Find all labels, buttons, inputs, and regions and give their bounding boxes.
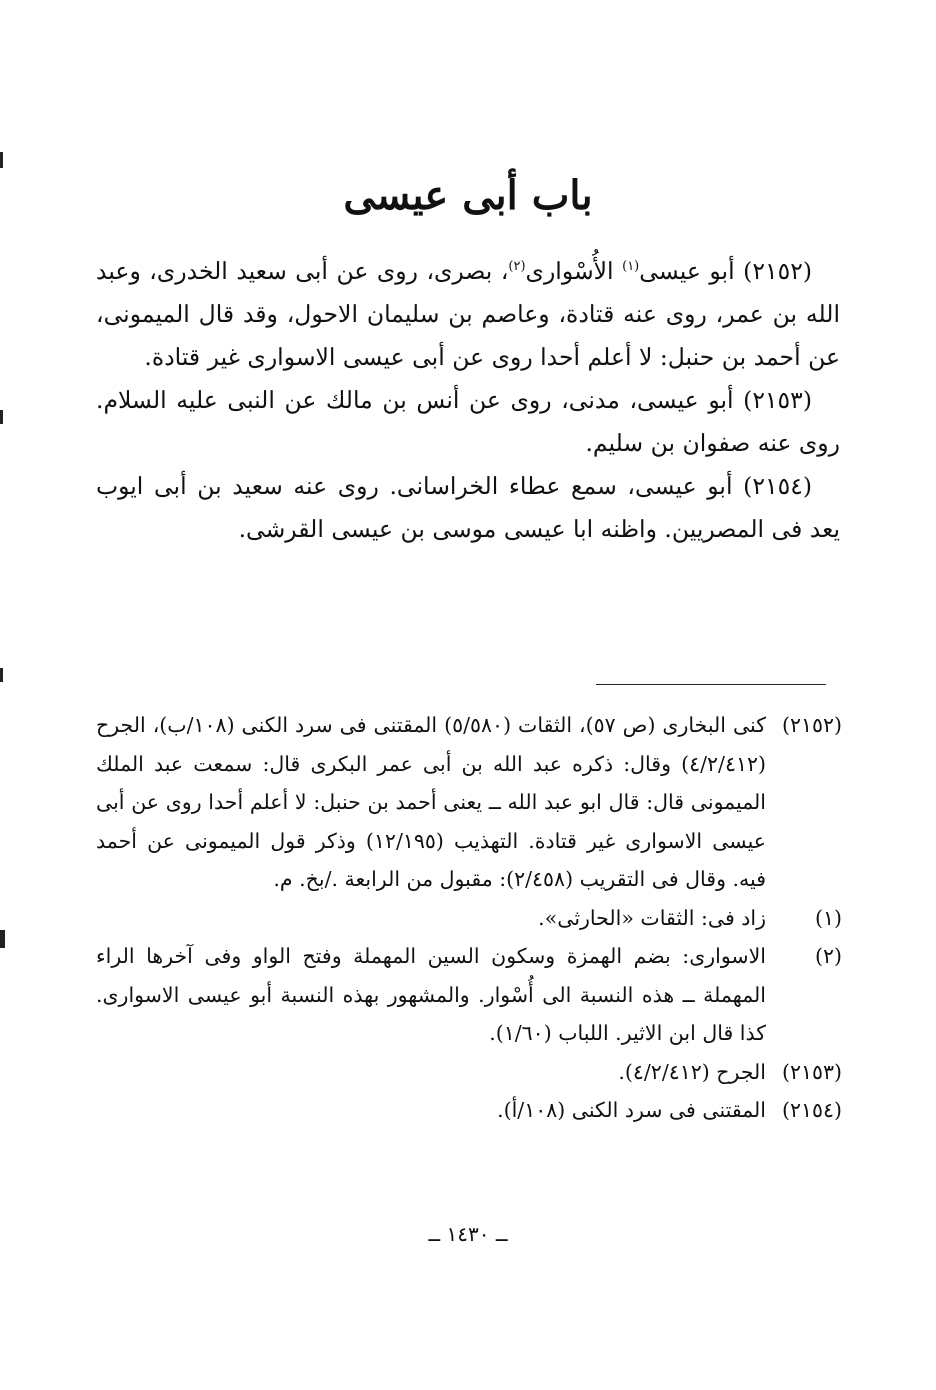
margin-mark	[0, 668, 3, 682]
footnote-text: الاسوارى: بضم الهمزة وسكون السين المهملة وفتح الواو وفى آخرها الراء المهملة ــ هذه النسبة الى أُسْوار. والمشهور بهذه النسبة أبو عيسى الاسوارى. كذا قال ابن الاثير. اللباب (١/٦٠).	[96, 944, 766, 1045]
footnote	[96, 1091, 842, 1130]
footnote-ref: (٢)	[508, 259, 526, 275]
margin-mark	[0, 410, 3, 424]
entry-2153	[96, 379, 840, 465]
entry-text: أبو عيسى، مدنى، روى عن أنس بن مالك عن النبى عليه السلام. روى عنه صفوان بن سليم.	[96, 386, 840, 457]
footnote-text: المقتنى فى سرد الكنى (١٠٨/أ).	[497, 1098, 766, 1122]
chapter-title: باب أبى عيسى	[343, 172, 593, 219]
footnote-text: زاد فى: الثقات «الحارثى».	[538, 905, 766, 930]
entry-name: أبو عيسى	[639, 257, 735, 285]
footnote-ref: (١)	[622, 259, 640, 275]
entry-text: ، بصرى، روى عن أبى سعيد الخدرى، وعبد الله بن عمر، روى عنه قتادة، وعاصم بن سليمان الاحول، وقد قال الميمونى، عن أحمد بن حنبل: لا أعلم أحدا روى عن أبى عيسى الاسوارى غير قتادة.	[96, 257, 840, 371]
entry-2152	[96, 250, 840, 379]
entry-number: (٢١٥٢)	[743, 257, 812, 285]
footnote	[96, 937, 842, 1053]
main-text	[96, 250, 840, 551]
footnote-number: (٢١٥٣)	[781, 1059, 842, 1084]
footnote-number: (٢)	[814, 944, 842, 968]
entry-text: أبو عيسى، سمع عطاء الخراسانى. روى عنه سعيد بن أبى ايوب يعد فى المصريين. واظنه ابا عيسى موسى بن عيسى القرشى.	[96, 472, 840, 543]
page-number: ــ ١٤٣٠ ــ	[428, 1222, 508, 1246]
footnote-text: كنى البخارى (ص ٥٧)، الثقات (٥/٥٨٠) المقتنى فى سرد الكنى (١٠٨/ب)، الجرح (٤/٢/٤١٢) وقال: ذكره عبد الله بن أبى عمر البكرى قال: سمعت عبد الملك الميمونى قال: قال ابو عبد الله ــ يعنى أحمد بن حنبل: لا أعلم أحدا روى عن أبى عيسى الاسوارى غير قتادة. التهذيب (١٢/١٩٥) وذكر قول الميمونى عن أحمد فيه. وقال فى التقريب (٢/٤٥٨): مقبول من الرابعة ./بخ. م.	[96, 713, 766, 891]
footnote-separator	[596, 684, 826, 685]
footnote	[96, 1053, 842, 1092]
footnote-number: (٢١٥٢)	[781, 713, 842, 737]
footnote-text: الجرح (٤/٢/٤١٢).	[618, 1059, 766, 1084]
footnote	[96, 706, 842, 899]
entry-number: (٢١٥٣)	[743, 386, 812, 414]
margin-mark	[0, 152, 3, 168]
entry-number: (٢١٥٤)	[743, 472, 812, 500]
entry-2154	[96, 465, 840, 551]
footnotes	[96, 706, 842, 1130]
footnote	[96, 899, 842, 938]
margin-mark	[0, 930, 5, 948]
footnote-number: (٢١٥٤)	[781, 1098, 842, 1122]
footnote-number: (١)	[814, 905, 842, 930]
entry-nisba: الأُسْوارى	[525, 257, 614, 285]
